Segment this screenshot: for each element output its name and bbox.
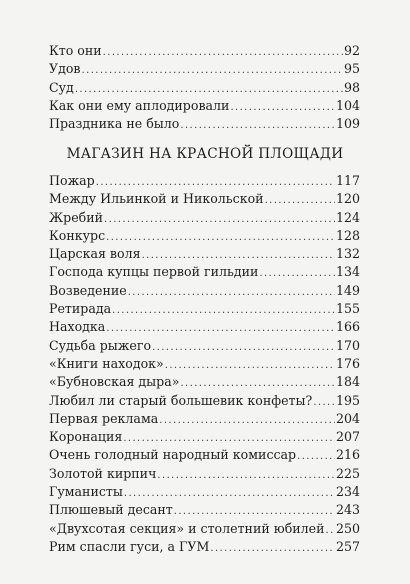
toc-entry <box>49 465 360 483</box>
toc-entry-page-number: 195 <box>335 392 360 408</box>
dot-leader <box>157 467 335 485</box>
dot-leader <box>180 117 335 135</box>
toc-entry <box>49 227 360 245</box>
toc-entry-page-number: 155 <box>335 301 360 317</box>
dot-leader <box>230 99 335 117</box>
dot-leader <box>165 357 335 375</box>
toc-entry-page-number: 134 <box>335 264 360 280</box>
toc-entry-page-number: 95 <box>343 61 360 77</box>
toc-entry-page-number: 184 <box>335 374 360 390</box>
toc-entry-title: Кто они <box>49 43 102 58</box>
toc-list-section <box>49 172 360 556</box>
toc-entry <box>49 373 360 391</box>
dot-leader <box>152 339 335 357</box>
dot-leader <box>82 62 343 80</box>
toc-entry-page-number: 117 <box>335 173 360 188</box>
toc-entry-page-number: 124 <box>335 209 360 225</box>
toc-entry-page-number: 204 <box>335 410 360 426</box>
toc-list-top <box>49 42 360 133</box>
dot-leader <box>265 192 335 210</box>
toc-entry <box>49 410 360 428</box>
toc-entry-page-number: 225 <box>335 465 360 481</box>
toc-entry-title: Рим спасли гуси, а ГУМ <box>49 538 210 554</box>
dot-leader <box>159 412 335 430</box>
toc-entry-page-number: 120 <box>335 191 360 207</box>
toc-entry <box>49 263 360 281</box>
toc-entry-title: Судьба рыжего <box>49 337 152 353</box>
toc-entry-title: Очень голодный народный комиссар <box>49 447 297 463</box>
toc-entry-title: «Бубновская дыра» <box>49 374 180 390</box>
dot-leader <box>326 522 335 540</box>
toc-entry-title: «Книги находок» <box>49 355 164 371</box>
toc-entry <box>49 42 360 60</box>
toc-entry-page-number: 207 <box>335 429 360 445</box>
section-heading: МАГАЗИН НА КРАСНОЙ ПЛОЩАДИ <box>66 146 344 162</box>
toc-entry <box>49 190 360 208</box>
toc-entry-page-number: 92 <box>343 43 360 58</box>
toc-entry-title: Любил ли старый большевик конфеты? <box>49 392 313 408</box>
toc-entry-title: Суд <box>49 79 74 95</box>
toc-entry-title: Плюшевый десант <box>49 502 173 518</box>
dot-leader <box>104 211 335 229</box>
toc-entry-page-number: 234 <box>335 484 360 500</box>
toc-entry <box>49 318 360 336</box>
toc-entry <box>49 355 360 373</box>
toc-entry-page-number: 176 <box>335 355 360 371</box>
toc-entry-page-number: 132 <box>335 246 360 262</box>
dot-leader <box>103 44 343 62</box>
toc-entry <box>49 115 360 133</box>
toc-entry <box>49 282 360 300</box>
toc-entry-title: Жребий <box>49 209 104 225</box>
dot-leader <box>259 265 335 283</box>
toc-entry-title: «Двухсотая секция» и столетний юбилей <box>49 520 325 536</box>
toc-entry-page-number: 216 <box>335 447 360 463</box>
dot-leader <box>297 448 335 466</box>
toc-entry-page-number: 98 <box>343 79 360 95</box>
toc-entry-title: Первая реклама <box>49 410 159 426</box>
toc-entry-title: Пожар <box>49 173 95 188</box>
dot-leader <box>210 540 335 558</box>
toc-entry-page-number: 243 <box>335 502 360 518</box>
toc-entry <box>49 483 360 501</box>
toc-entry <box>49 172 360 190</box>
toc-entry <box>49 209 360 227</box>
toc-entry-title: Удов <box>49 61 81 77</box>
toc-entry-title: Возведение <box>49 282 127 298</box>
toc-entry <box>49 392 360 410</box>
toc-entry-page-number: 250 <box>335 520 360 536</box>
toc-entry <box>49 446 360 464</box>
toc-entry-title: Ретирада <box>49 301 112 317</box>
toc-entry <box>49 520 360 538</box>
toc-entry-title: Коронация <box>49 429 123 445</box>
toc-entry-title: Находка <box>49 319 106 335</box>
dot-leader <box>313 394 335 412</box>
toc-entry-page-number: 257 <box>335 538 360 554</box>
toc-entry-title: Золотой кирпич <box>49 465 157 481</box>
toc-entry <box>49 97 360 115</box>
toc-entry-title: Как они ему аплодировали <box>49 97 230 113</box>
toc-entry-title: Господа купцы первой гильдии <box>49 264 259 280</box>
toc-entry-page-number: 109 <box>335 116 360 132</box>
toc-entry <box>49 245 360 263</box>
toc-entry-title: Гуманисты <box>49 484 123 500</box>
toc-entry-title: Праздника не было <box>49 116 180 132</box>
toc-entry-title: Между Ильинкой и Никольской <box>49 191 264 207</box>
toc-entry <box>49 300 360 318</box>
toc-entry-page-number: 104 <box>335 97 360 113</box>
toc-entry-page-number: 149 <box>335 282 360 298</box>
toc-entry <box>49 538 360 556</box>
toc-entry-page-number: 170 <box>335 337 360 353</box>
dot-leader <box>112 302 335 320</box>
dot-leader <box>128 284 335 302</box>
toc-entry-title: Царская воля <box>49 246 141 262</box>
toc-entry <box>49 501 360 519</box>
toc-entry <box>49 79 360 97</box>
toc-entry-title: Конкурс <box>49 227 106 243</box>
toc-entry <box>49 60 360 78</box>
toc-entry <box>49 428 360 446</box>
toc-entry-page-number: 166 <box>335 319 360 335</box>
toc-entry <box>49 337 360 355</box>
toc-entry-page-number: 128 <box>335 227 360 243</box>
